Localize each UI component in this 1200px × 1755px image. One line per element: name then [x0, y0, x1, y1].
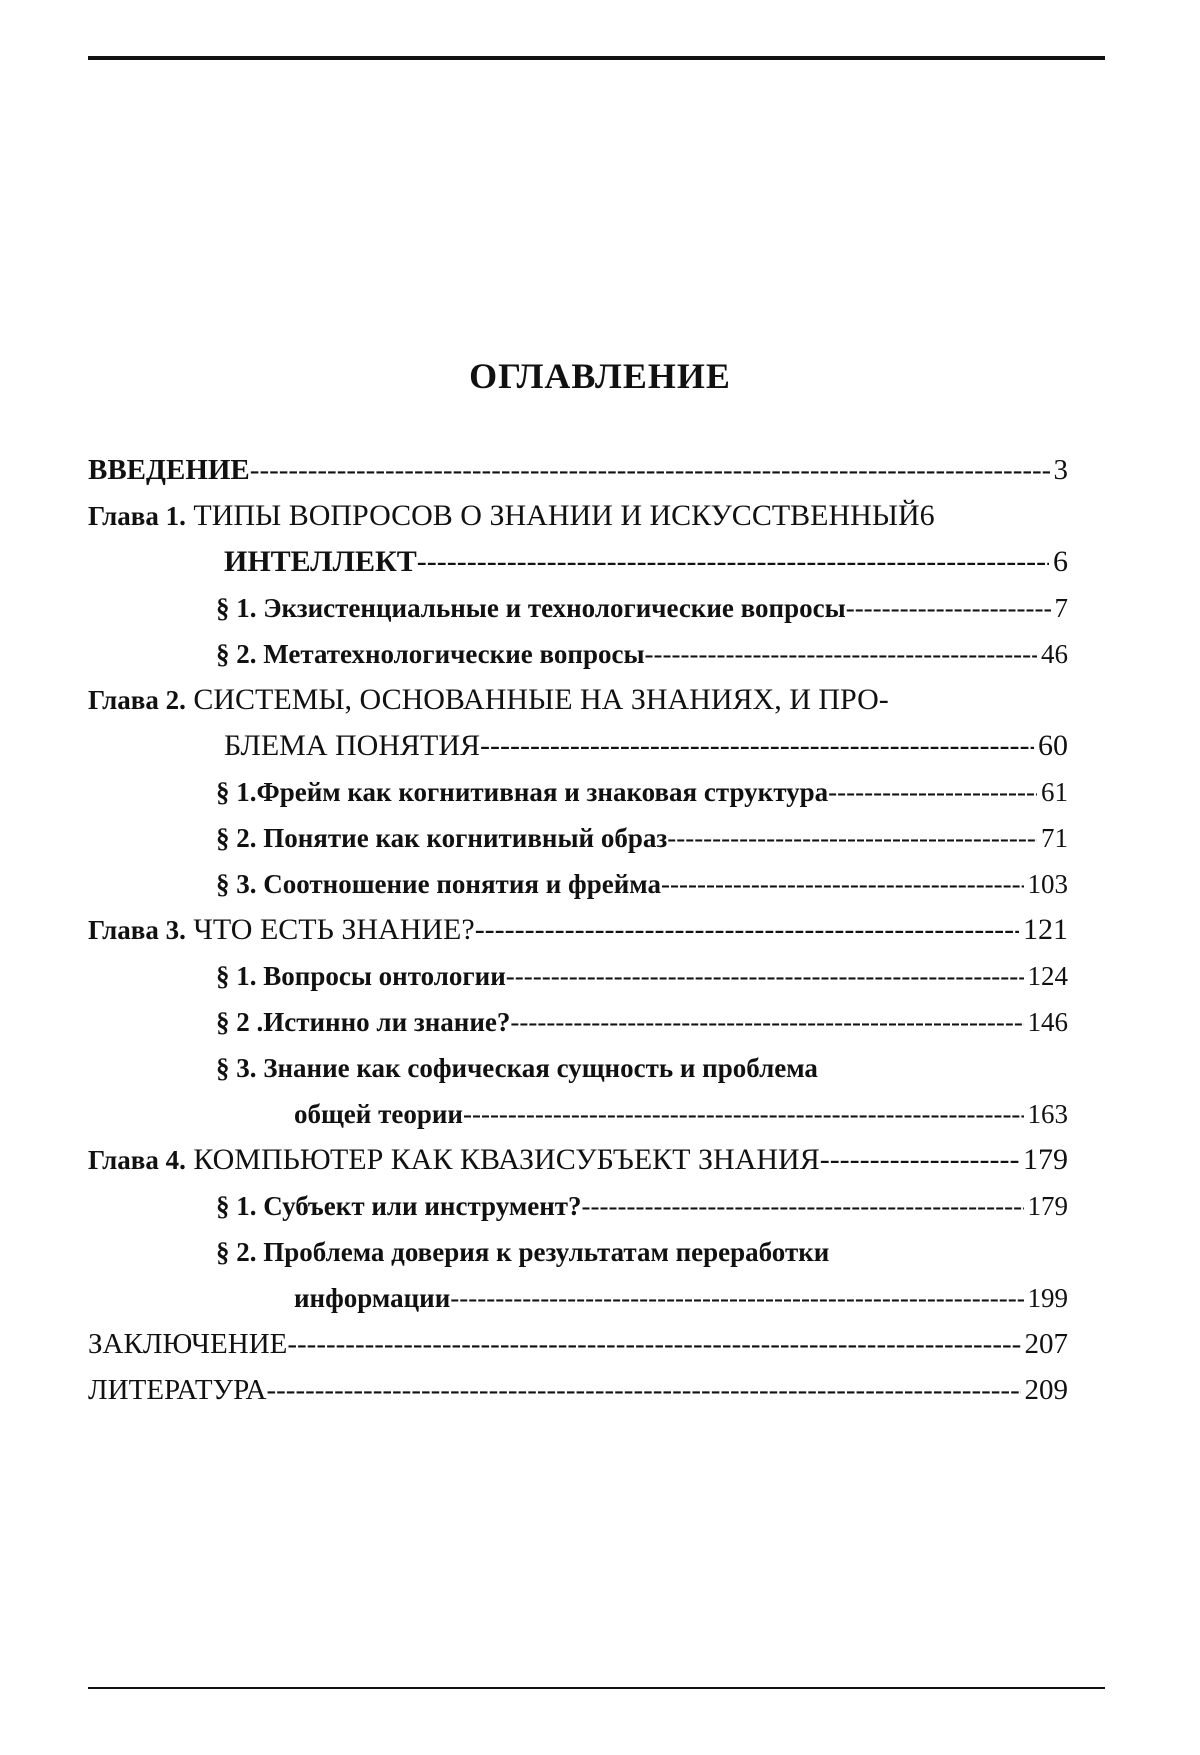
- table-of-contents: [88, 447, 1068, 1413]
- toc-entry-chapter-4[interactable]: [88, 1137, 1068, 1183]
- toc-entry-chapter-2-cont[interactable]: [88, 723, 1068, 769]
- dot-leader: [266, 1367, 1020, 1413]
- chapter-label: Глава 2.: [88, 685, 186, 715]
- toc-entry-ch2-sec2[interactable]: [88, 815, 1068, 861]
- dot-leader: [846, 585, 1051, 631]
- bottom-rule: [88, 1687, 1105, 1689]
- toc-entry-ch4-sec2[interactable]: [88, 1229, 1068, 1275]
- section-title: § 1. Субъект или инструмент?: [216, 1191, 582, 1221]
- toc-entry-text: ЗАКЛЮЧЕНИЕ: [88, 1328, 288, 1360]
- chapter-title: ТИПЫ ВОПРОСОВ О ЗНАНИИ И ИСКУССТВЕННЫЙ: [193, 499, 920, 532]
- top-rule: [88, 56, 1105, 60]
- chapter-title-cont: ИНТЕЛЛЕКТ: [224, 545, 417, 578]
- toc-entry-text: ЛИТЕРАТУРА: [88, 1374, 267, 1406]
- dot-leader: [475, 907, 1019, 953]
- toc-entry-ch2-sec1[interactable]: [88, 769, 1068, 815]
- section-title: § 1. Вопросы онтологии: [216, 961, 506, 991]
- toc-page-number: 124: [1027, 961, 1068, 991]
- dot-leader: [645, 631, 1037, 677]
- toc-page-number: 121: [1023, 913, 1068, 946]
- chapter-label: Глава 4.: [88, 1145, 186, 1175]
- section-title: § 3. Соотношение понятия и фрейма: [216, 869, 661, 899]
- toc-page-number: 46: [1041, 639, 1068, 669]
- toc-entry-ch4-sec1[interactable]: [88, 1183, 1068, 1229]
- toc-entry-conclusion[interactable]: [88, 1321, 1068, 1367]
- toc-page-number: 199: [1027, 1283, 1068, 1313]
- section-title-cont: информации: [294, 1283, 451, 1313]
- toc-entry-ch4-sec2-cont[interactable]: [88, 1275, 1068, 1321]
- toc-page-number: 60: [1038, 729, 1068, 762]
- dot-leader: [287, 1321, 1020, 1367]
- chapter-title: СИСТЕМЫ, ОСНОВАННЫЕ НА ЗНАНИЯХ, И ПРО-: [193, 683, 889, 716]
- toc-page-number: 3: [1053, 454, 1068, 486]
- section-title: § 2. Метатехнологические вопросы: [216, 639, 645, 669]
- dot-leader: [667, 815, 1037, 861]
- toc-entry-chapter-1-cont[interactable]: [88, 539, 1068, 585]
- section-title: § 2. Понятие как когнитивный образ: [216, 823, 668, 853]
- toc-entry-ch3-sec2[interactable]: [88, 999, 1068, 1045]
- toc-page-number: 6: [1053, 545, 1068, 578]
- toc-entry-ch3-sec1[interactable]: [88, 953, 1068, 999]
- dot-leader: [480, 723, 1034, 769]
- toc-entry-ch3-sec3[interactable]: [88, 1045, 1068, 1091]
- dot-leader: [582, 1183, 1024, 1229]
- section-title: § 3. Знание как софическая сущность и проблема: [216, 1053, 818, 1083]
- toc-page-number: 71: [1041, 823, 1068, 853]
- page-title: ОГЛАВЛЕНИЕ: [469, 356, 731, 396]
- section-title: § 2. Проблема доверия к результатам переработки: [216, 1237, 830, 1267]
- chapter-label: Глава 3.: [88, 915, 186, 945]
- toc-entry-ch1-sec1[interactable]: [88, 585, 1068, 631]
- chapter-title: КОМПЬЮТЕР КАК КВАЗИСУБЪЕКТ ЗНАНИЯ: [193, 1143, 820, 1176]
- toc-page-number: 207: [1024, 1328, 1068, 1360]
- toc-page-number: 179: [1023, 1143, 1068, 1176]
- toc-entry-intro[interactable]: [88, 447, 1068, 493]
- toc-page-number: 163: [1027, 1099, 1068, 1129]
- dot-leader: [506, 953, 1024, 999]
- toc-page-number: 146: [1027, 1007, 1068, 1037]
- dot-leader: [450, 1275, 1023, 1321]
- chapter-label: Глава 1.: [88, 501, 186, 531]
- toc-page-number: 179: [1027, 1191, 1068, 1221]
- toc-entry-chapter-1[interactable]: [88, 493, 1068, 539]
- dot-leader: [250, 447, 1050, 493]
- section-title: § 2 .Истинно ли знание?: [216, 1007, 511, 1037]
- toc-entry-chapter-3[interactable]: [88, 907, 1068, 953]
- dot-leader: [661, 861, 1024, 907]
- toc-page-number: 7: [1054, 593, 1068, 623]
- toc-entry-ch1-sec2[interactable]: [88, 631, 1068, 677]
- dot-leader: [820, 1137, 1019, 1183]
- toc-entry-ch2-sec3[interactable]: [88, 861, 1068, 907]
- section-title: § 1.Фрейм как когнитивная и знаковая структура: [216, 777, 829, 807]
- toc-page-number: 6: [919, 499, 935, 532]
- toc-page-number: 61: [1041, 777, 1068, 807]
- dot-leader: [828, 769, 1037, 815]
- dot-leader: [417, 539, 1049, 585]
- dot-leader: [510, 999, 1023, 1045]
- chapter-title: ЧТО ЕСТЬ ЗНАНИЕ?: [193, 913, 475, 946]
- section-title: § 1. Экзистенциальные и технологические вопросы: [216, 593, 846, 623]
- toc-entry-text: ВВЕДЕНИЕ: [88, 454, 250, 486]
- toc-page-number: 209: [1024, 1374, 1068, 1406]
- toc-entry-ch3-sec3-cont[interactable]: [88, 1091, 1068, 1137]
- toc-entry-chapter-2[interactable]: [88, 677, 1068, 723]
- chapter-title-cont: БЛЕМА ПОНЯТИЯ: [224, 729, 480, 762]
- toc-page-number: 103: [1027, 869, 1068, 899]
- dot-leader: [463, 1091, 1024, 1137]
- section-title-cont: общей теории: [294, 1099, 463, 1129]
- toc-entry-literature[interactable]: [88, 1367, 1068, 1413]
